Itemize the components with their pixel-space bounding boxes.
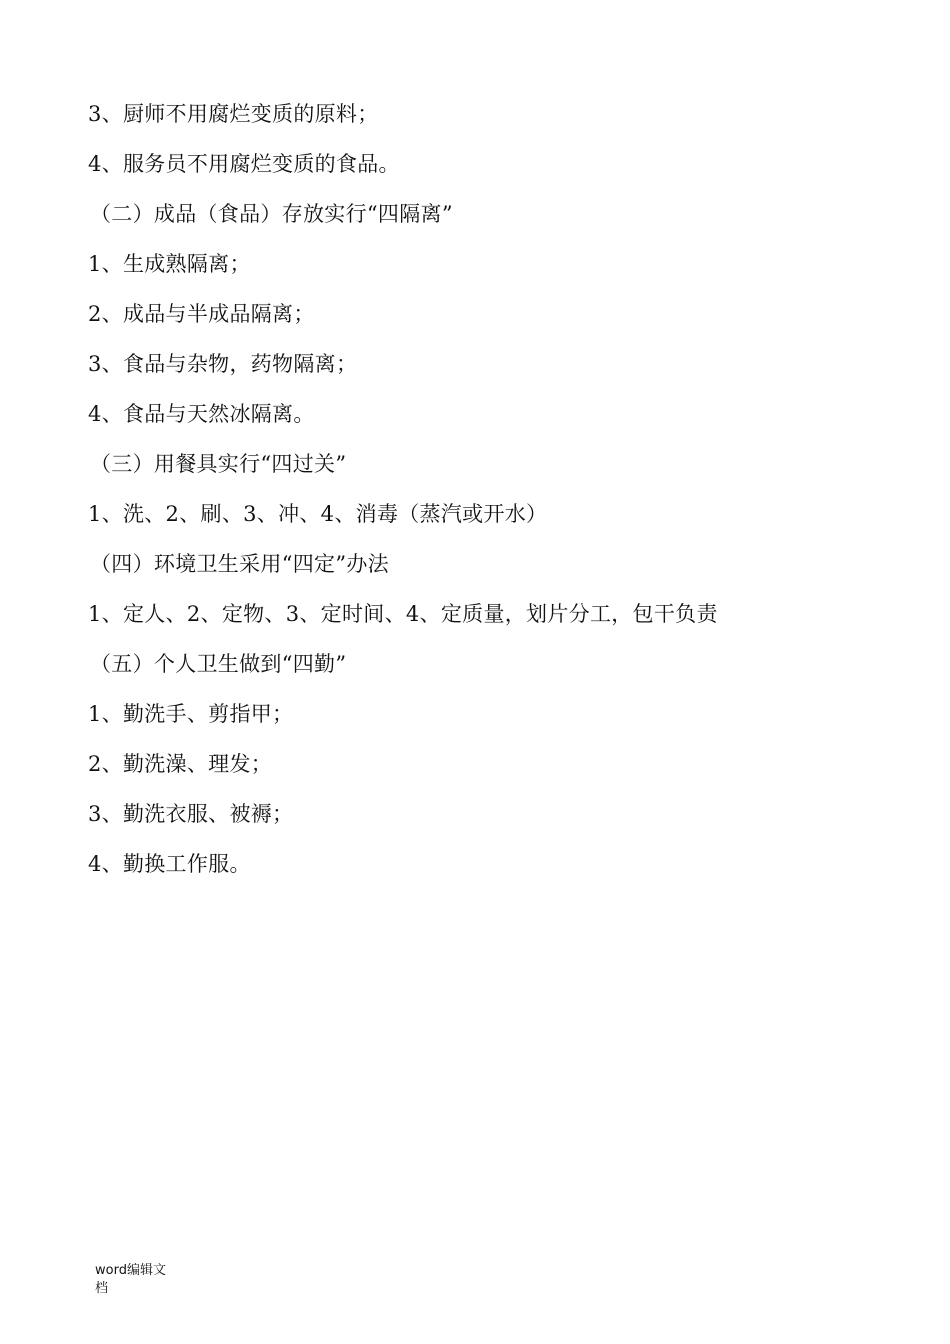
list-item: 1、定人、2、定物、3、定时间、4、定质量，划片分工，包干负责: [88, 602, 718, 626]
document-body: [88, 96, 888, 896]
list-item: 3、厨师不用腐烂变质的原料；: [88, 102, 379, 126]
list-item: 1、生成熟隔离；: [88, 252, 251, 276]
footer-label-line-2: 档: [95, 1281, 109, 1296]
list-item: 4、食品与天然冰隔离。: [88, 402, 315, 426]
list-item: 1、勤洗手、剪指甲；: [88, 702, 294, 726]
list-item: 4、勤换工作服。: [88, 852, 251, 876]
section-heading: （四）环境卫生采用“四定”办法: [90, 552, 389, 576]
list-item: 1、洗、2、刷、3、冲、4、消毒（蒸汽或开水）: [88, 502, 548, 526]
list-item: 4、服务员不用腐烂变质的食品。: [88, 152, 400, 176]
list-item: 3、勤洗衣服、被褥；: [88, 802, 294, 826]
list-item: 2、成品与半成品隔离；: [88, 302, 315, 326]
list-item: 2、勤洗澡、理发；: [88, 752, 273, 776]
section-heading: （五）个人卫生做到“四勤”: [90, 652, 347, 676]
section-heading: （三）用餐具实行“四过关”: [90, 452, 347, 476]
footer-label-line-1: word编辑文: [95, 1263, 166, 1278]
page-footer: [95, 1262, 185, 1298]
section-heading: （二）成品（食品）存放实行“四隔离”: [90, 202, 453, 226]
list-item: 3、食品与杂物，药物隔离；: [88, 352, 358, 376]
